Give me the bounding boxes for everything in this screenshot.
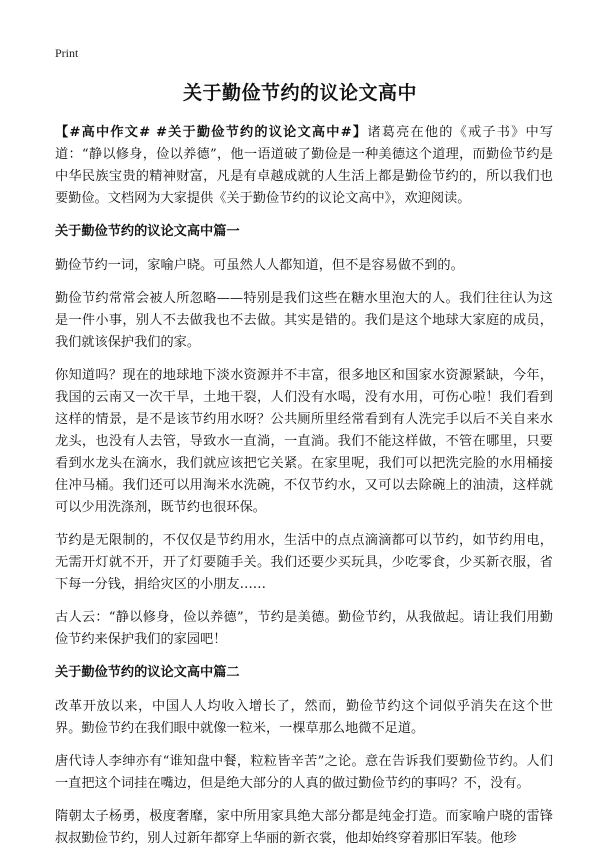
section1-paragraph: 你知道吗？现在的地球地下淡水资源并不丰富，很多地区和国家水资源紧缺，今年，我国的云南又一次干旱，土地干裂，人们没有水喝，没有水用，可伤心啦！我们看到这样的情景，是不是该节约用水呀？公共厕所里经常看到有人洗完手以后不关自来水龙头，也没有人去管，导致水一直淌，一直淌。我们不能这样做，不管在哪里，只要看到水龙头在滴水，我们就应该把它关紧。在家里呢，我们可以把洗完脸的水用桶接住冲马桶。我们还可以用淘米水洗碗，不仅节约水，又可以去除碗上的油渍，这样就可以少用洗涤剂，既节约也很环保。 xyxy=(55,368,553,515)
page-title: 关于勤俭节约的议论文高中 xyxy=(182,82,417,104)
print-link[interactable]: Print xyxy=(55,46,79,60)
section1-paragraph: 勤俭节约一词，家喻户晓。可虽然人人都知道，但不是容易做不到的。 xyxy=(55,258,464,273)
section1-paragraph: 勤俭节约常常会被人所忽略——特别是我们这些在糖水里泡大的人。我们往往认为这是一件小事，别人不去做我也不去做。其实是错的。我们是这个地球大家庭的成员，我们就该保护我们的家。 xyxy=(55,291,553,350)
section1-paragraph: 节约是无限制的，不仅仅是节约用水，生活中的点点滴滴都可以节约，如节约用电，无需开灯就不开，开了灯要随手关。我们还要少买玩具，少吃零食，少买新衣服，省下每一分钱，捐给灾区的小朋友…… xyxy=(55,533,553,592)
intro-paragraph xyxy=(55,122,553,210)
section-heading-2: 关于勤俭节约的议论文高中篇二 xyxy=(55,665,240,680)
section2-paragraph: 改革开放以来，中国人人均收入增长了，然而，勤俭节约这个词似乎消失在这个世界。勤俭节约在我们眼中就像一粒米，一棵草那么地微不足道。 xyxy=(55,699,553,736)
section1-paragraph: 古人云：“静以修身，俭以养德”，节约是美德。勤俭节约，从我做起。请让我们用勤俭节约来保护我们的家园吧！ xyxy=(55,610,553,647)
intro-text: 诸葛亮在他的《戒子书》中写道：“静以修身，俭以养德”，他一语道破了勤俭是一种美德这个道理，而勤俭节约是中华民族宝贵的精神财富，凡是有卓越成就的人生活上都是勤俭节约的，所以我们也要勤俭。文档网为大家提供《关于勤俭节约的议论文高中》，欢迎阅读。 xyxy=(55,125,554,206)
section-heading-1: 关于勤俭节约的议论文高中篇一 xyxy=(55,224,240,239)
intro-tag: 【#高中作文# #关于勤俭节约的议论文高中#】 xyxy=(55,125,368,140)
article-body xyxy=(55,122,553,861)
section2-paragraph: 唐代诗人李绅亦有“谁知盘中餐，粒粒皆辛苦”之论。意在告诉我们要勤俭节约。人们一直把这个词挂在嘴边，但是绝大部分的人真的做过勤俭节约的事吗？不，没有。 xyxy=(55,754,553,791)
section2-paragraph: 隋朝太子杨勇，极度奢靡，家中所用家具绝大部分都是纯金打造。而家喻户晓的雷锋叔叔勤俭节约，别人过新年都穿上华丽的新衣裳，他却始终穿着那旧军装。他珍 xyxy=(55,809,553,846)
